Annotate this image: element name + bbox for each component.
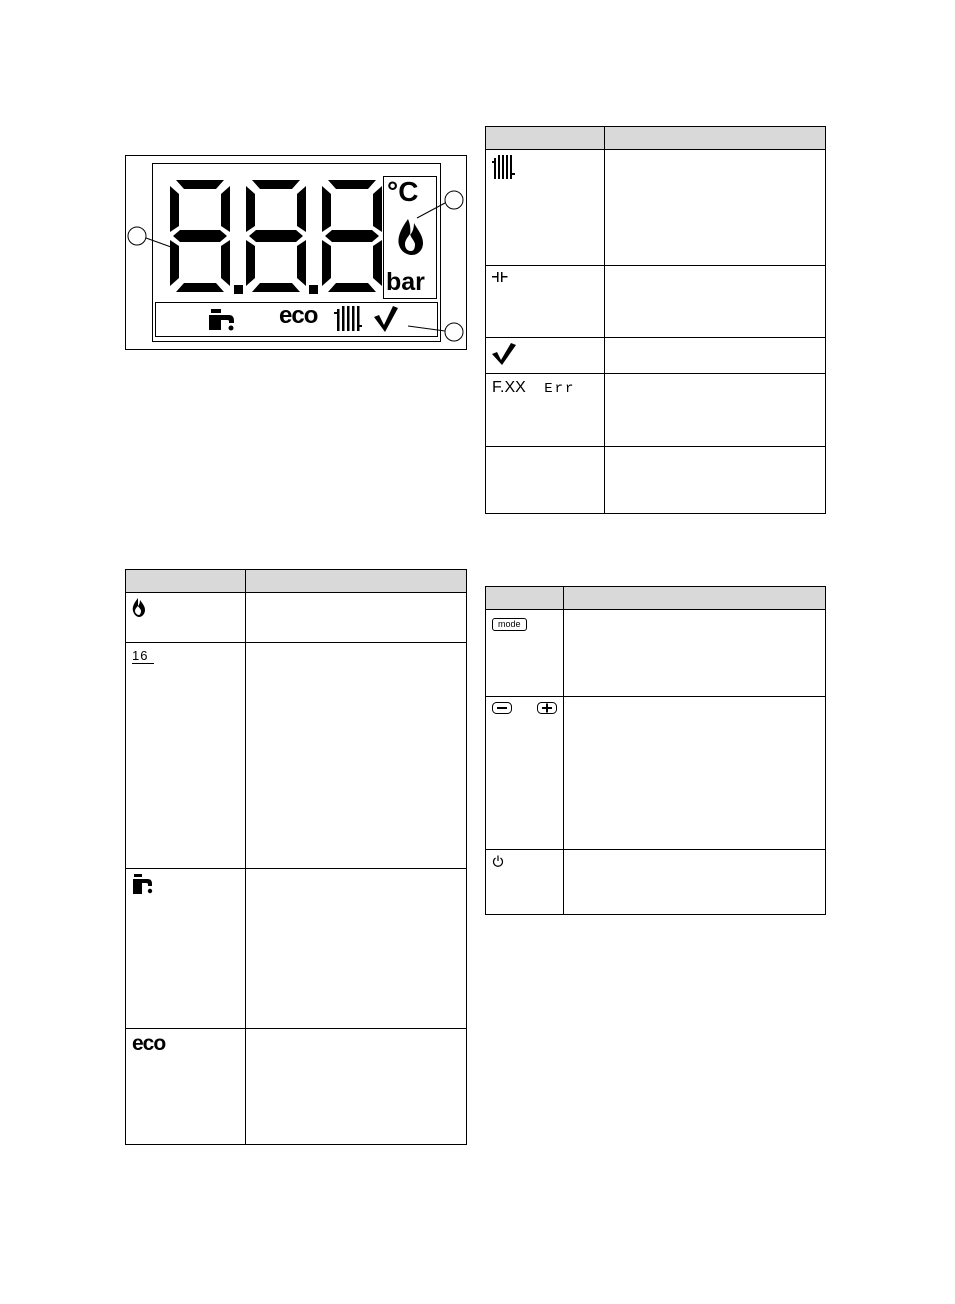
flame-icon [398, 219, 423, 255]
buttons-table [485, 586, 826, 915]
table-row [486, 150, 826, 266]
eco-icon: eco [132, 1032, 166, 1055]
table-row [486, 266, 826, 338]
table-row [126, 643, 467, 869]
table-row [486, 850, 826, 915]
table-header [126, 570, 467, 593]
symbols-table-right-top [485, 126, 826, 514]
radiator-icon [334, 306, 362, 331]
table-row [486, 697, 826, 850]
tap-icon [132, 874, 154, 896]
flame-icon [132, 598, 146, 618]
display-diagram [125, 155, 467, 350]
table-row [126, 593, 467, 643]
error-icon: Err [544, 381, 576, 397]
table-row [126, 869, 467, 1029]
temperature-digits-icon: 16 [132, 648, 154, 664]
table-row [486, 610, 826, 697]
unit-celsius: °C [387, 176, 419, 207]
table-header [486, 587, 826, 610]
symbols-table-left [125, 569, 467, 1145]
check-icon [374, 306, 398, 332]
table-row [486, 374, 826, 447]
table-row [126, 1029, 467, 1145]
power-icon [492, 855, 504, 867]
radiator-icon [492, 155, 516, 181]
table-row [486, 338, 826, 374]
tap-icon [209, 309, 234, 331]
mode-button-icon: mode [492, 618, 527, 631]
table-row [486, 447, 826, 514]
table-header [486, 127, 826, 150]
unit-bar: bar [386, 268, 425, 296]
seven-segment-digits [170, 180, 382, 294]
compressor-icon [492, 271, 508, 283]
check-icon [492, 343, 516, 365]
fault-code-text: F.XX [492, 379, 526, 396]
minus-plus-icon [492, 702, 558, 714]
eco-label: eco [279, 302, 318, 329]
